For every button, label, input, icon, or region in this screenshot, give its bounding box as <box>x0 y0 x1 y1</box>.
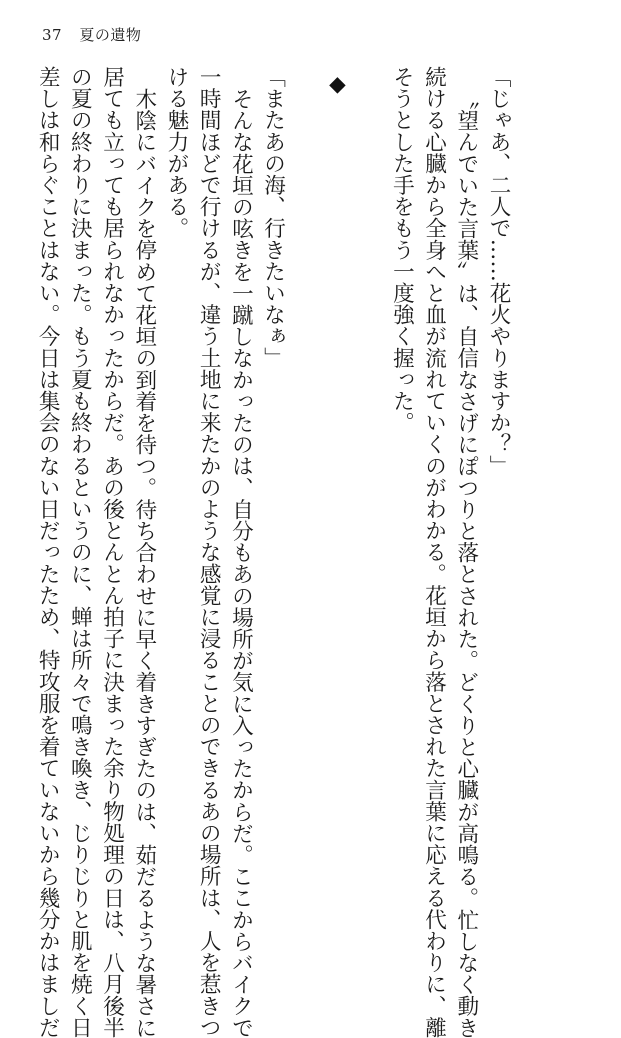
blank-line <box>353 66 385 856</box>
text-line: 「またあの海、行きたいなぁ」 <box>260 66 286 369</box>
text-line: そんな花垣の呟きを一蹴しなかったのは、自分もあの場所が気に入ったからだ。ここからバイクで <box>228 87 254 1038</box>
text-line: 〝望んでいた言葉〟は、自信なさげにぽつりと落とされた。どくりと心臓が高鳴る。忙しなく動き <box>453 87 479 1038</box>
text-line: 居ても立っても居られなかったからだ。あの後とんとん拍子に決まった余り物処理の日は、八月後半 <box>99 66 125 1038</box>
blank-line <box>289 66 321 856</box>
text-line: の夏の終わりに決まった。もう夏も終わるというのに、蝉は所々で鳴き喚き、じりじりと肌を焼く日 <box>67 66 93 1038</box>
text-line: ける魅力がある。 <box>163 66 189 239</box>
running-header <box>42 24 141 45</box>
text-line: 一時間ほどで行けるが、違う土地に来たかのような感覚に浸ることのできるあの場所は、人を惹きつ <box>196 66 222 1038</box>
page-number: 37 <box>42 26 63 44</box>
chapter-title: 夏の遺物 <box>79 26 142 44</box>
text-line: 木陰にバイクを停めて花垣の到着を待つ。待ち合わせに早く着きすぎたのは、茹だるような暑さに <box>131 87 157 1038</box>
vertical-body-text <box>35 66 514 1038</box>
text-line: 「じゃあ、二人で……花火やりますか？」 <box>486 66 511 477</box>
text-line: 続ける心臓から全身へと血が流れていくのがわかる。花垣から落とされた言葉に応える代わりに、離 <box>421 66 447 1038</box>
text-line: 差しは和らぐことはない。今日は集会のない日だったため、特攻服を着ていないから幾分かはましだ <box>35 66 61 1038</box>
text-line: そうとした手をもう一度強く握った。 <box>389 66 415 434</box>
section-separator-diamond-icon: ◆ <box>324 72 350 98</box>
